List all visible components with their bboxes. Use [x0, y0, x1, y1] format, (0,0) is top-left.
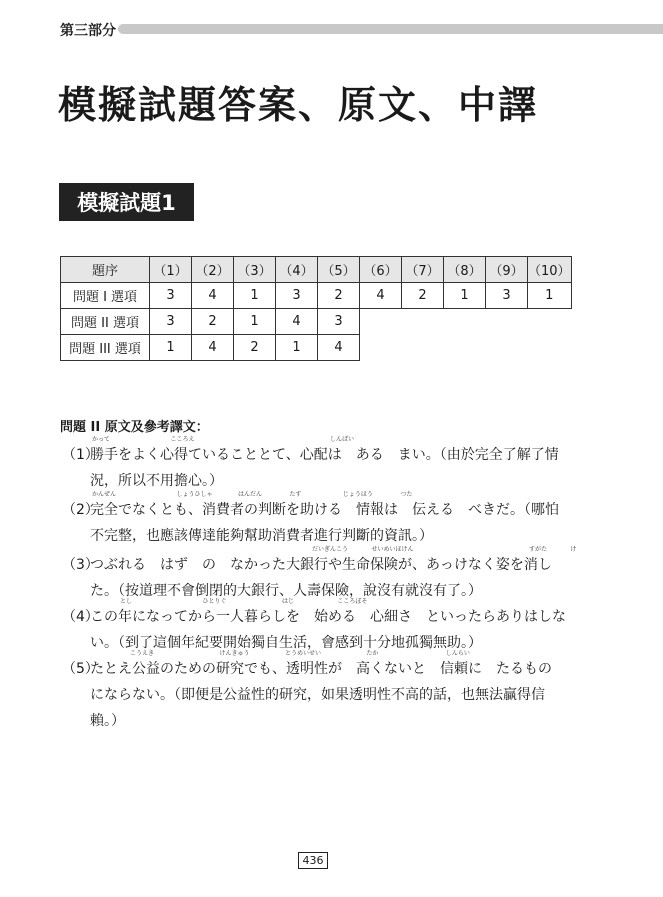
answer-cell: 4: [192, 335, 234, 361]
question-text: 勝手をよく心得ていることとて、心配は ある まい。（由於完全了解了情: [90, 447, 559, 463]
answer-cell: 2: [402, 283, 444, 309]
question-item: [62, 436, 572, 494]
answer-cell: 3: [150, 283, 192, 309]
furigana: とうめいせい: [284, 650, 321, 657]
furigana: けんきゅう: [219, 650, 250, 657]
question-number: （4）: [62, 609, 99, 625]
page-number: 436: [298, 852, 328, 869]
furigana: はじ: [281, 598, 294, 605]
column-header: （6）: [360, 257, 402, 283]
column-header: （10）: [528, 257, 572, 283]
answer-cell: 4: [276, 309, 318, 335]
furigana: こころえ: [170, 436, 195, 443]
question-number: （3）: [62, 557, 99, 573]
question-text: つぶれる はず の なかった大銀行や生命保険が、あっけなく姿を消し: [90, 557, 552, 573]
row-label: 問題 III 選項: [61, 335, 150, 361]
answer-cell: 1: [234, 309, 276, 335]
question-text: 不完整，也應該傳達能夠幫助消費者進行判斷的資訊。）: [90, 528, 433, 544]
furigana: かんぜん: [92, 491, 117, 498]
furigana-row: [90, 543, 577, 552]
question-item: [62, 650, 572, 734]
answer-cell: 3: [318, 309, 360, 335]
furigana-row: [90, 488, 413, 497]
question-text: 賴。）: [90, 713, 125, 729]
furigana-row: [90, 433, 355, 442]
question-text: い。（到了這個年紀要開始獨自生活，會感到十分地孤獨無助。）: [90, 635, 482, 651]
column-header: （5）: [318, 257, 360, 283]
table-header-row: [61, 257, 572, 283]
furigana: け: [570, 546, 577, 553]
question-text: この年になってから一人暮らしを 始める 心細さ といったらありはしな: [90, 609, 566, 625]
answer-cell: 4: [360, 283, 402, 309]
answer-cell: 1: [276, 335, 318, 361]
column-header: （2）: [192, 257, 234, 283]
furigana: たか: [366, 650, 379, 657]
furigana: かって: [92, 436, 111, 443]
table-corner: 題序: [61, 257, 150, 283]
column-header: （3）: [234, 257, 276, 283]
column-header: （7）: [402, 257, 444, 283]
answer-cell: 4: [192, 283, 234, 309]
section-badge: 模擬試題1: [59, 183, 194, 221]
furigana-row: [90, 595, 368, 604]
furigana: じょうほう: [342, 491, 373, 498]
furigana: だいぎんこう: [312, 546, 349, 553]
answer-cell: 3: [486, 283, 528, 309]
furigana: つた: [400, 491, 413, 498]
answer-cell: 2: [234, 335, 276, 361]
answer-cell: 1: [150, 335, 192, 361]
answer-cell: 1: [444, 283, 486, 309]
question-text: 完全でなくとも、消費者の判断を助ける 情報は 伝える べきだ。（哪怕: [90, 502, 559, 518]
table-row: [61, 309, 572, 335]
furigana: ひとりぐ: [202, 598, 227, 605]
question-text: た。（按道理不會倒閉的大銀行、人壽保險，說沒有就沒有了。）: [90, 583, 482, 599]
empty-cell: [360, 335, 572, 361]
question-number: （2）: [62, 502, 99, 518]
answer-cell: 2: [318, 283, 360, 309]
column-header: （8）: [444, 257, 486, 283]
column-header: （9）: [486, 257, 528, 283]
answer-cell: 4: [318, 335, 360, 361]
furigana: すがた: [528, 546, 547, 553]
furigana: しんぱい: [329, 436, 354, 443]
furigana: しょうひしゃ: [176, 491, 213, 498]
part-label: 第三部分: [60, 23, 116, 39]
header-bar: [118, 24, 663, 34]
empty-cell: [360, 309, 572, 335]
answer-table: [60, 256, 572, 361]
question-number: （5）: [62, 661, 99, 677]
column-header: （4）: [276, 257, 318, 283]
furigana: しんらい: [445, 650, 470, 657]
answer-cell: 2: [192, 309, 234, 335]
question-number: （1）: [62, 447, 99, 463]
furigana: とし: [120, 598, 133, 605]
furigana: はんだん: [237, 491, 262, 498]
answer-cell: 3: [276, 283, 318, 309]
furigana-row: [90, 647, 471, 656]
furigana: たす: [289, 491, 302, 498]
furigana: こうえき: [130, 650, 155, 657]
answer-cell: 1: [528, 283, 572, 309]
table-row: [61, 283, 572, 309]
column-header: （1）: [150, 257, 192, 283]
question-item: [62, 491, 572, 549]
section-heading: 問題 II 原文及參考譯文：: [60, 420, 209, 435]
table-row: [61, 335, 572, 361]
furigana: せいめいほけん: [371, 546, 414, 553]
question-text: たとえ公益のための研究でも、透明性が 高くないと 信頼に たるもの: [90, 661, 552, 677]
row-label: 問題 II 選項: [61, 309, 150, 335]
furigana: こころぼそ: [337, 598, 368, 605]
answer-cell: 3: [150, 309, 192, 335]
question-text: 況，所以不用擔心。）: [90, 473, 223, 489]
page-title: 模擬試題答案、原文、中譯: [58, 83, 539, 127]
answer-cell: 1: [234, 283, 276, 309]
question-text: にならない。（即便是公益性的研究，如果透明性不高的話，也無法贏得信: [90, 687, 545, 703]
row-label: 問題 I 選項: [61, 283, 150, 309]
